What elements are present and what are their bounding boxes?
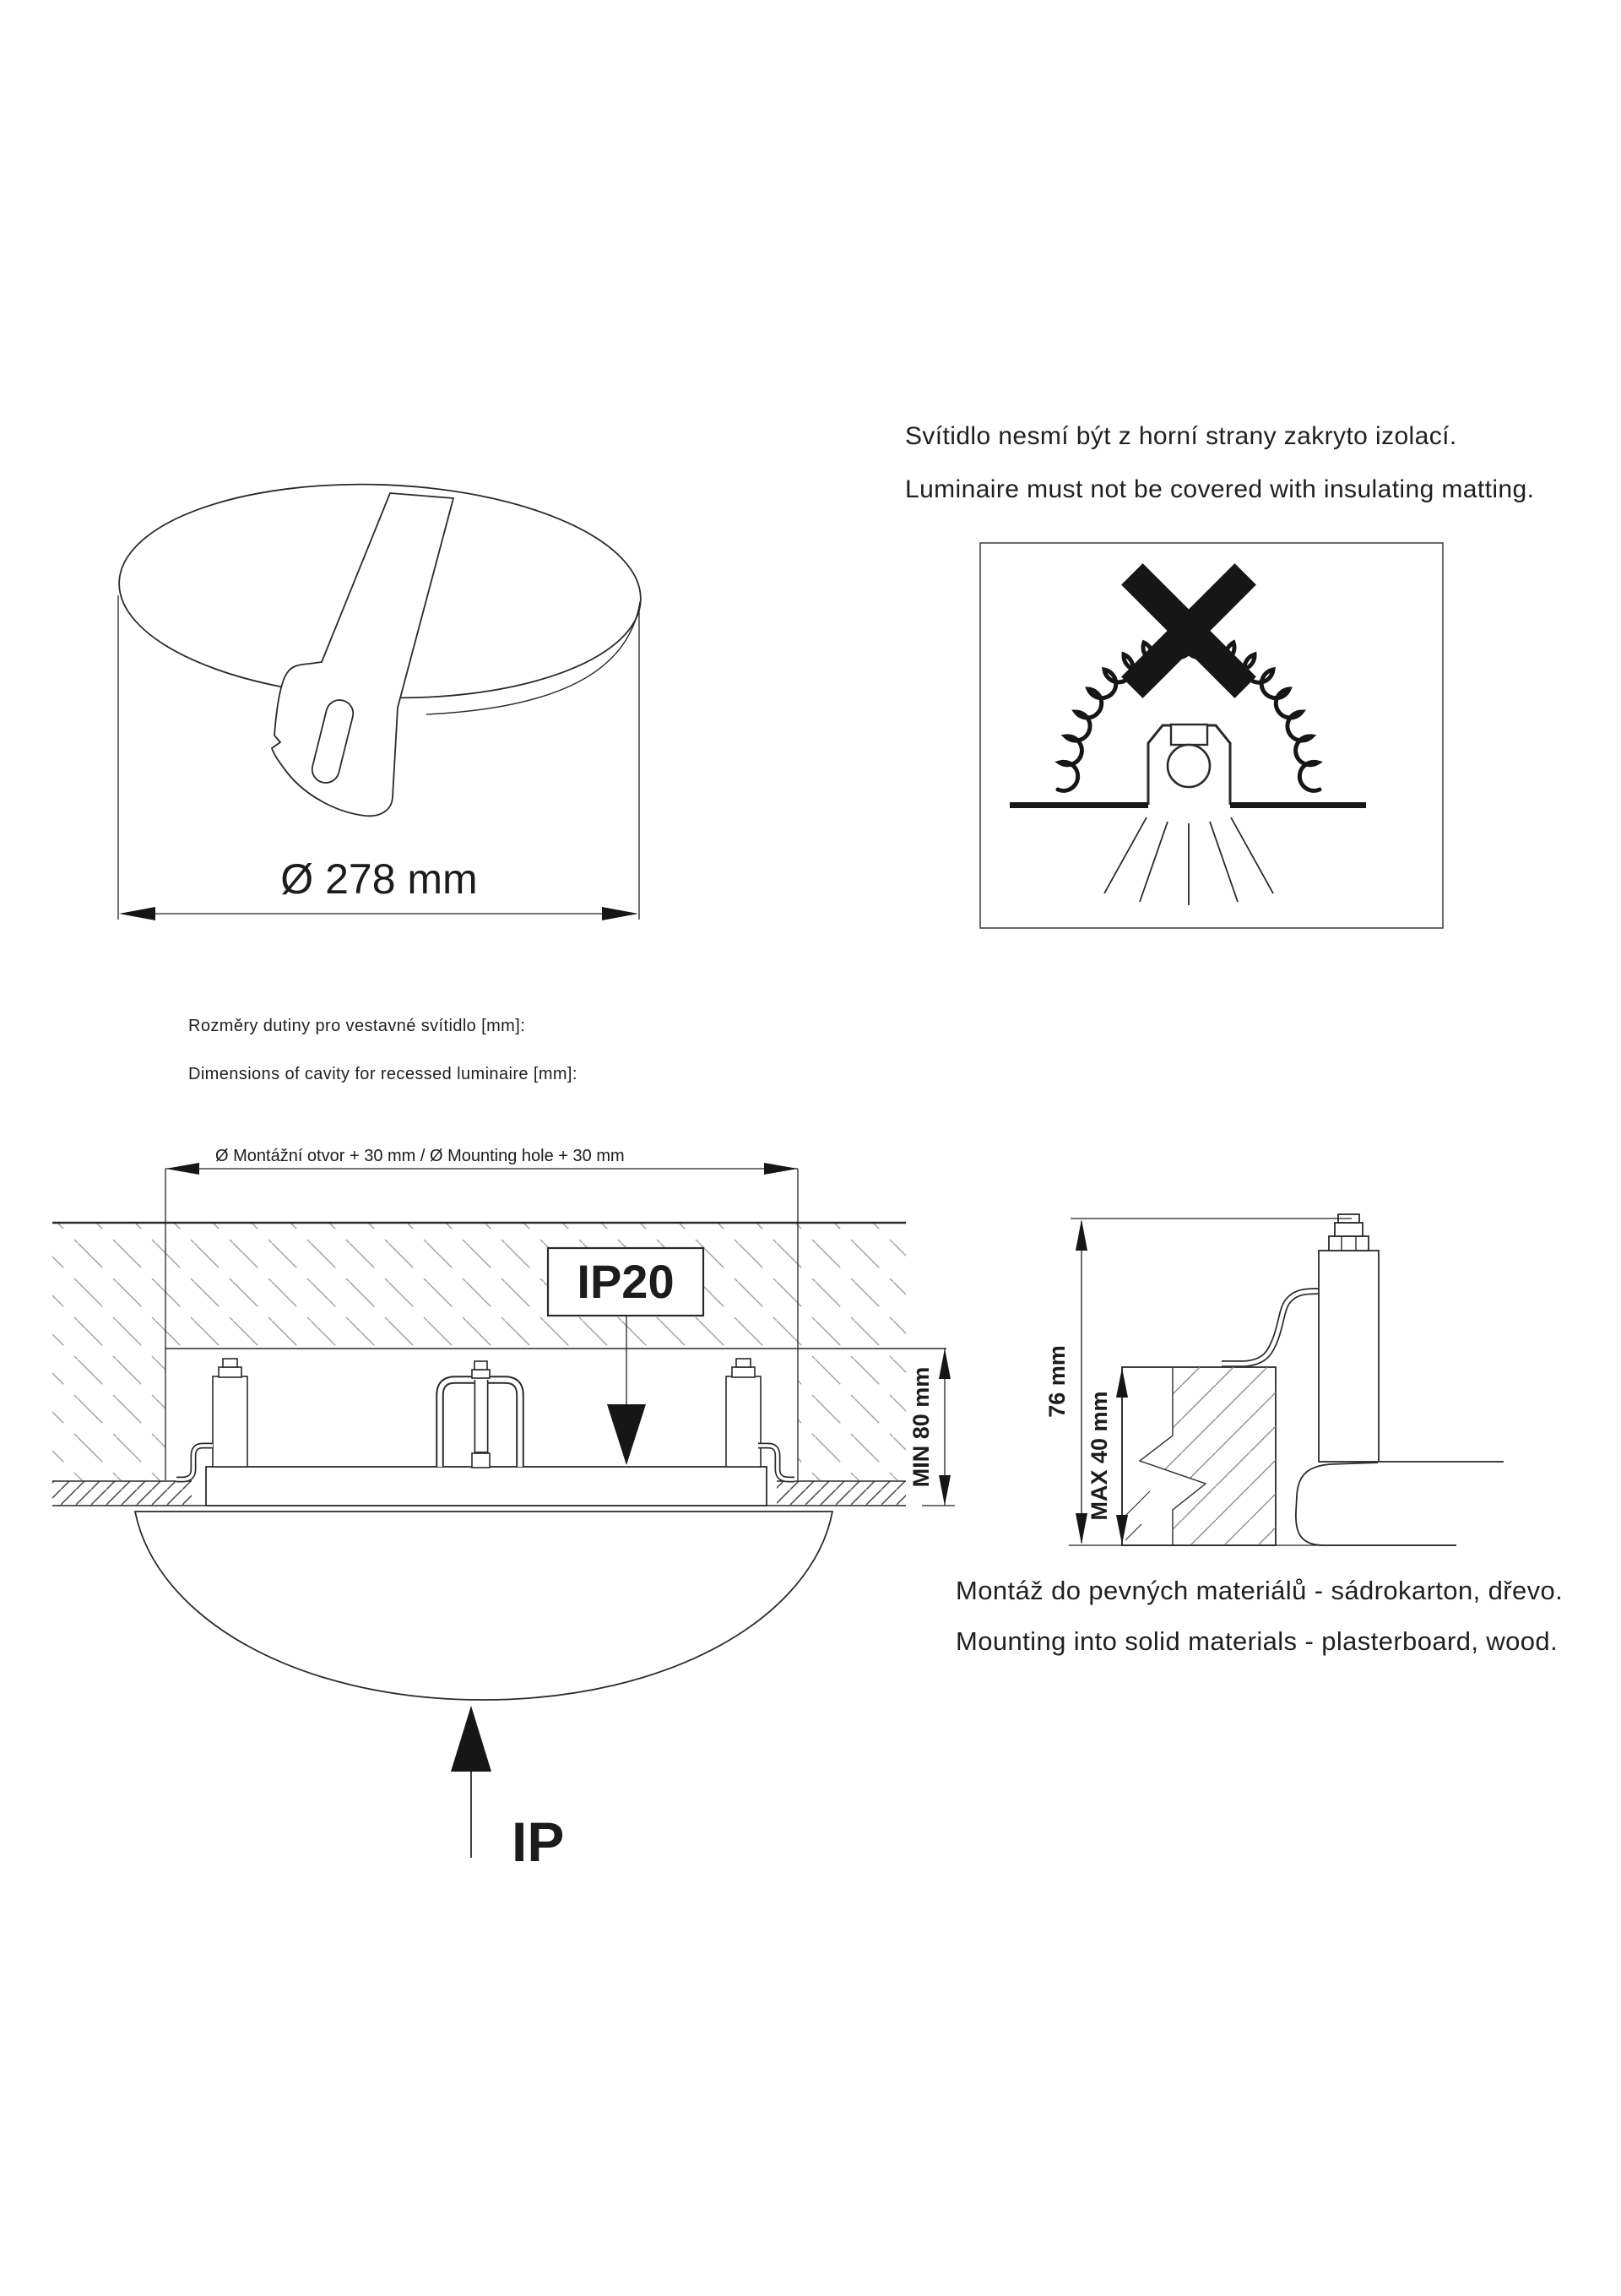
right-arrow-icon <box>764 1163 798 1175</box>
left-post-nut <box>219 1367 241 1377</box>
ip-rating-callout <box>548 1248 703 1465</box>
right-post <box>726 1359 761 1467</box>
cavity-note-english: Dimensions of cavity for recessed luminaire [mm]: <box>188 1065 577 1083</box>
right-arrow-icon <box>602 907 638 920</box>
max-thickness-label: MAX 40 mm <box>1087 1391 1112 1521</box>
insulation-note-czech: Svítidlo nesmí být z horní strany zakryto izolací. <box>905 422 1457 450</box>
min-depth-label: MIN 80 mm <box>908 1366 934 1488</box>
left-arrow-icon <box>119 907 155 920</box>
min-depth-dimension <box>908 1349 955 1506</box>
clamp-detail-figure <box>1038 1195 1528 1575</box>
spring-clamp-wire <box>1222 1291 1320 1364</box>
insulation-note-english: Luminaire must not be covered with insulating matting. <box>905 475 1535 503</box>
down-arrow-icon <box>939 1475 951 1506</box>
up-arrow-icon <box>451 1706 491 1772</box>
ip20-badge-label: IP20 <box>577 1255 675 1308</box>
cavity-note-czech: Rozměry dutiny pro vestavné svítidlo [mm]: <box>188 1017 526 1035</box>
up-arrow-icon <box>1076 1219 1087 1251</box>
ceiling-sheet-right <box>777 1481 906 1506</box>
clamp-post <box>1319 1251 1379 1462</box>
post-nut-stack <box>1329 1214 1369 1251</box>
screw-nut <box>472 1370 490 1378</box>
left-arrow-icon <box>165 1163 199 1175</box>
ip-label: IP <box>512 1810 565 1873</box>
cavity-cross-section-figure <box>34 1132 1013 1892</box>
luminaire-base <box>206 1467 767 1506</box>
ceiling-sheet-left <box>52 1481 192 1506</box>
height-label: 76 mm <box>1044 1345 1070 1418</box>
screw-sleeve <box>472 1453 490 1468</box>
screw-cap <box>474 1361 487 1370</box>
lamp-bulb <box>1168 745 1210 787</box>
mounting-note-czech: Montáž do pevných materiálů - sádrokarton, dřevo. <box>956 1576 1564 1605</box>
lamp-socket <box>1171 725 1207 745</box>
luminaire-rim-arc <box>426 602 640 714</box>
insulation-warning-figure <box>975 537 1448 934</box>
ip-callout <box>451 1706 564 1873</box>
right-post-nut <box>732 1367 755 1377</box>
diameter-label: Ø 278 mm <box>280 855 478 903</box>
down-arrow-icon <box>1076 1513 1087 1544</box>
ceiling-line-left <box>1010 802 1148 808</box>
glass-dome <box>135 1512 832 1700</box>
base-flange-profile <box>1296 1463 1456 1545</box>
up-arrow-icon <box>939 1349 951 1379</box>
ceiling-line-right <box>1230 802 1366 808</box>
luminaire-top-view-figure <box>84 456 675 963</box>
mounting-strap <box>272 493 453 816</box>
center-bracket <box>440 1361 520 1468</box>
left-post <box>213 1359 247 1467</box>
hole-dimension-label: Ø Montážní otvor + 30 mm / Ø Mounting hole + 30 mm <box>215 1147 625 1165</box>
right-post-cap <box>736 1359 751 1367</box>
left-post-cap <box>223 1359 237 1367</box>
max-thickness-dimension <box>1087 1367 1128 1545</box>
ip20-arrow-icon <box>607 1404 646 1465</box>
mounting-note-english: Mounting into solid materials - plasterboard, wood. <box>956 1626 1559 1656</box>
